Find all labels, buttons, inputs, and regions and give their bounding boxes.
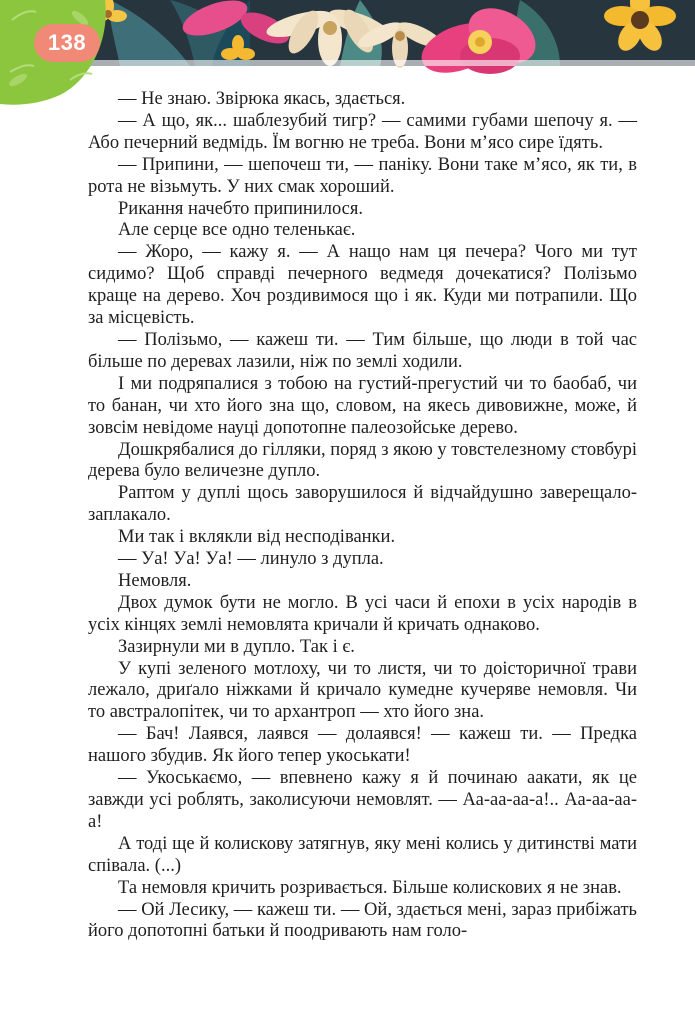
body-text: [88, 89, 637, 943]
paragraph: Та немовля кричить розривається. Більше колискових я не знав.: [118, 877, 622, 898]
paragraph: — Бач! Лаявся, лаявся — долаявся! — кажеш ти. — Предка нашого збудив. Як його тепер укоськати!: [88, 724, 637, 767]
paragraph: Зазирнули ми в дупло. Так і є.: [118, 636, 355, 657]
paragraph: А тоді ще й колискову затягнув, яку мені колись у дитинстві мати співала. (...): [88, 833, 637, 876]
paragraph: Двох думок бути не могло. В усі часи й епохи в усіх народів в усіх кінцях землі немовлята кричали й кричать однаково.: [88, 592, 637, 635]
paragraph: — Ой Лесику, — кажеш ти. — Ой, здається мені, зараз прибіжать його допотопні батьки й поодривають нам голо-: [88, 899, 637, 942]
paragraph: — Припини, — шепочеш ти, — паніку. Вони таке м’ясо, як ти, в рота не візьмуть. У них смак хороший.: [88, 154, 637, 197]
paragraph: І ми подряпалися з тобою на густий-прегустий чи то баобаб, чи то банан, чи хто його зна що, словом, на якесь дивовижне, може, й зовсім невідоме науці допотопне палеозойське дерево.: [88, 373, 637, 438]
paragraph: Немовля.: [118, 570, 192, 591]
paragraph: — А що, як... шаблезубий тигр? — самими губами шепочу я. — Або печерний ведмідь. Їм вогню не треба. Вони м’ясо сире їдять.: [88, 110, 637, 153]
paragraph: Але серце все одно теленькає.: [118, 220, 356, 241]
paragraph: — Жоро, — кажу я. — А нащо нам ця печера? Чого ми тут сидимо? Щоб справді печерного ведмедя дочекатися? Полізьмо краще на дерево. Хоч роздивимося що і як. Куди ми потрапили. Що за місцевість.: [88, 242, 637, 329]
paragraph: Рикання начебто припинилося.: [118, 198, 363, 219]
paragraph: — Укоськаємо, — впевнено кажу я й починаю аакати, як це завжди усі роблять, заколисуючи немовлят. — Аа-аа-аа-а!.. Аа-аа-аа-а!: [88, 768, 637, 832]
paragraph: Дошкрябалися до гілляки, поряд з якою у товстелезному стовбурі дерева було величезне дупло.: [88, 439, 637, 482]
paragraph: — Полізьмо, — кажеш ти. — Тим більше, що люди в той час більше по деревах лазили, ніж по землі ходили.: [88, 329, 637, 372]
page-number-badge: 138: [34, 24, 100, 62]
paragraph: У купі зеленого мотлоху, чи то листя, чи то доісторичної трави лежало, дриґало ніжками й кричало кумедне кучеряве немовля. Чи то австралопітек, чи то архантроп — хто його зна.: [88, 658, 637, 723]
paragraph: — Уа! Уа! Уа! — линуло з дупла.: [118, 549, 384, 570]
paragraph: Раптом у дуплі щось заворушилося й відчайдушно заверещало-заплакало.: [88, 483, 637, 526]
paragraph: Ми так і вклякли від несподіванки.: [118, 527, 396, 548]
paragraph: — Не знаю. Звірюка якась, здається.: [118, 89, 406, 109]
